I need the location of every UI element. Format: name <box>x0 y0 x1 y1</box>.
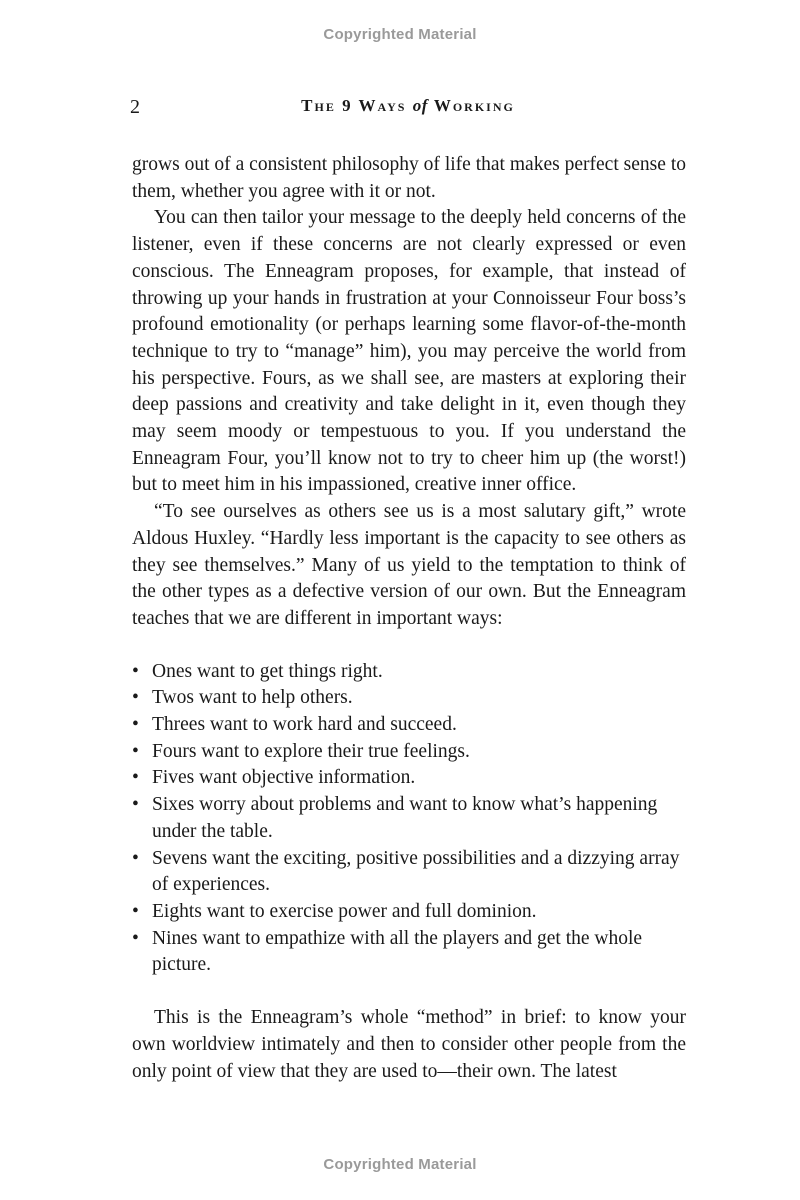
paragraph-tailor-message: You can then tailor your message to the deeply held concerns of the listener, even if these concerns are not clearly expressed or even conscious. The Enneagram proposes, for example, that instead of throwing up your hands in frustration at your Connoisseur Four boss’s profound emotionality (or perhaps learning some flavor-of-the-month technique to try to “manage” him), you may perceive the world from his perspective. Fours, as we shall see, are masters at exploring their deep passions and creativity and take delight in it, even though they may seem moody or tempestuous to you. If you understand the Enneagram Four, you’ll know not to try to cheer him up (the worst!) but to meet him in his impassioned, creative inner office. <box>132 207 686 496</box>
list-item: • Sixes worry about problems and want to know what’s happening under the table. <box>152 792 686 845</box>
list-item: • Sevens want the exciting, positive possibilities and a dizzying array of experiences. <box>152 846 686 899</box>
enneagram-types-list <box>132 659 686 979</box>
body-text <box>132 152 686 1085</box>
list-item: • Nines want to empathize with all the players and get the whole picture. <box>152 926 686 979</box>
list-item: • Fours want to explore their true feelings. <box>152 739 686 766</box>
copyright-watermark-bottom: Copyrighted Material <box>323 1156 477 1173</box>
running-title-italic: of <box>412 96 428 115</box>
list-item: • Fives want objective information. <box>152 765 686 792</box>
paragraph-continuation: grows out of a consistent philosophy of life that makes perfect sense to them, whether you agree with it or not. <box>132 154 686 202</box>
list-item: • Ones want to get things right. <box>152 659 686 686</box>
paragraph-method: This is the Enneagram’s whole “method” in brief: to know your own worldview intimately and then to consider other people from the only point of view that they are used to—their own. The latest <box>132 1007 686 1082</box>
running-title-part1: The 9 Ways <box>301 96 413 115</box>
copyright-watermark-top: Copyrighted Material <box>323 26 477 43</box>
running-title-part2: Working <box>427 96 515 115</box>
running-head <box>130 96 686 126</box>
list-item: • Eights want to exercise power and full dominion. <box>152 899 686 926</box>
list-item: • Twos want to help others. <box>152 685 686 712</box>
running-title <box>130 96 686 116</box>
list-item: • Threes want to work hard and succeed. <box>152 712 686 739</box>
paragraph-huxley-quote: “To see ourselves as others see us is a most salutary gift,” wrote Aldous Huxley. “Hardly less important is the capacity to see others as they see themselves.” Many of us yield to the temptation to think of the other types as a defective version of our own. But the Enneagram teaches that we are different in important ways: <box>132 501 686 629</box>
page-number: 2 <box>130 96 140 118</box>
